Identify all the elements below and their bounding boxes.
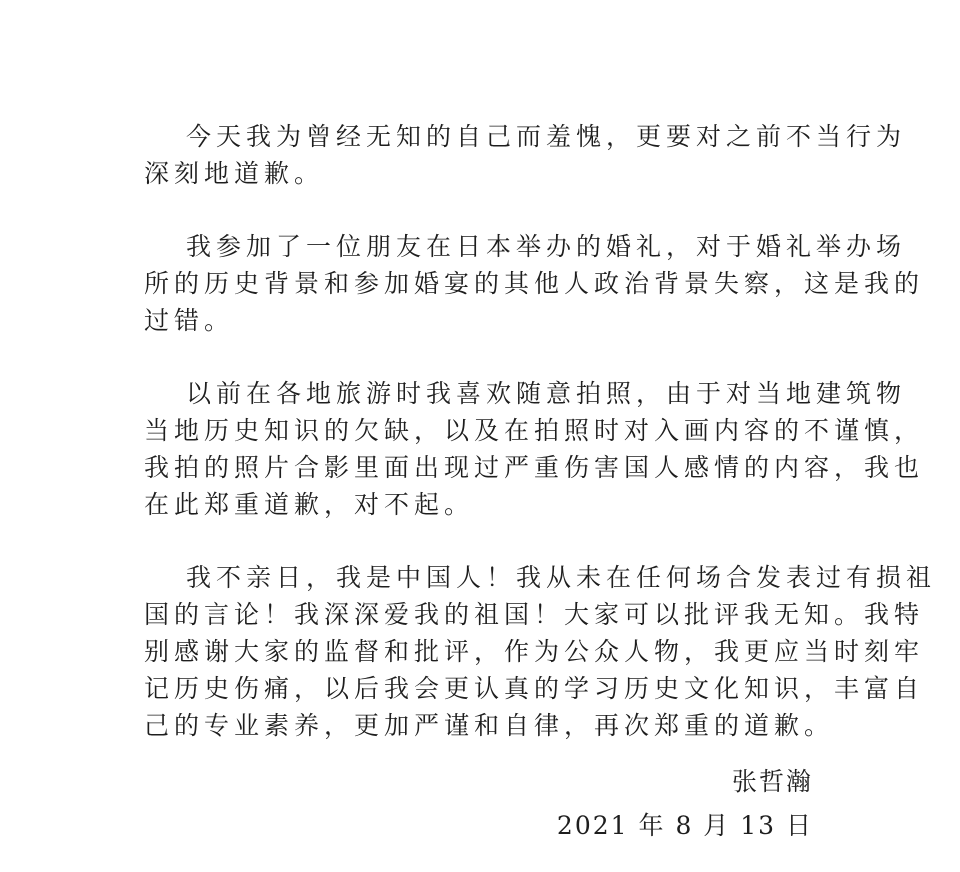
signature-block: [557, 760, 813, 848]
paragraph-line: 过错。: [144, 306, 235, 335]
paragraph-line: 别感谢大家的监督和批评，作为公众人物，我更应当时刻牢: [144, 637, 925, 666]
paragraph-line: 记历史伤痛，以后我会更认真的学习历史文化知识，丰富自: [144, 674, 925, 703]
paragraph-3: [144, 375, 925, 523]
paragraph-line: 当地历史知识的欠缺，以及在拍照时对入画内容的不谨慎，: [144, 416, 925, 445]
paragraph-line: 以前在各地旅游时我喜欢随意拍照，由于对当地建筑物: [186, 379, 907, 408]
paragraph-line: 深刻地道歉。: [144, 159, 325, 188]
paragraph-line: 我不亲日，我是中国人！我从未在任何场合发表过有损祖: [186, 563, 937, 592]
paragraph-line: 我拍的照片合影里面出现过严重伤害国人感情的内容，我也: [144, 453, 925, 482]
paragraph-line: 今天我为曾经无知的自己而羞愧，更要对之前不当行为: [186, 122, 907, 151]
paragraph-line: 我参加了一位朋友在日本举办的婚礼，对于婚礼举办场: [186, 232, 907, 261]
signature-date: 2021 年 8 月 13 日: [556, 811, 813, 840]
paragraph-4: [144, 559, 937, 744]
paragraph-line: 国的言论！我深深爱我的祖国！大家可以批评我无知。我特: [144, 600, 925, 629]
paragraph-1: [144, 118, 907, 192]
paragraph-line: 在此郑重道歉，对不起。: [144, 490, 475, 519]
paragraph-2: [144, 228, 925, 339]
paragraph-line: 己的专业素养，更加严谨和自律，再次郑重的道歉。: [144, 711, 835, 740]
letter-body: [144, 118, 937, 780]
signature-name: 张哲瀚: [731, 767, 813, 796]
paragraph-line: 所的历史背景和参加婚宴的其他人政治背景失察，这是我的: [144, 269, 925, 298]
